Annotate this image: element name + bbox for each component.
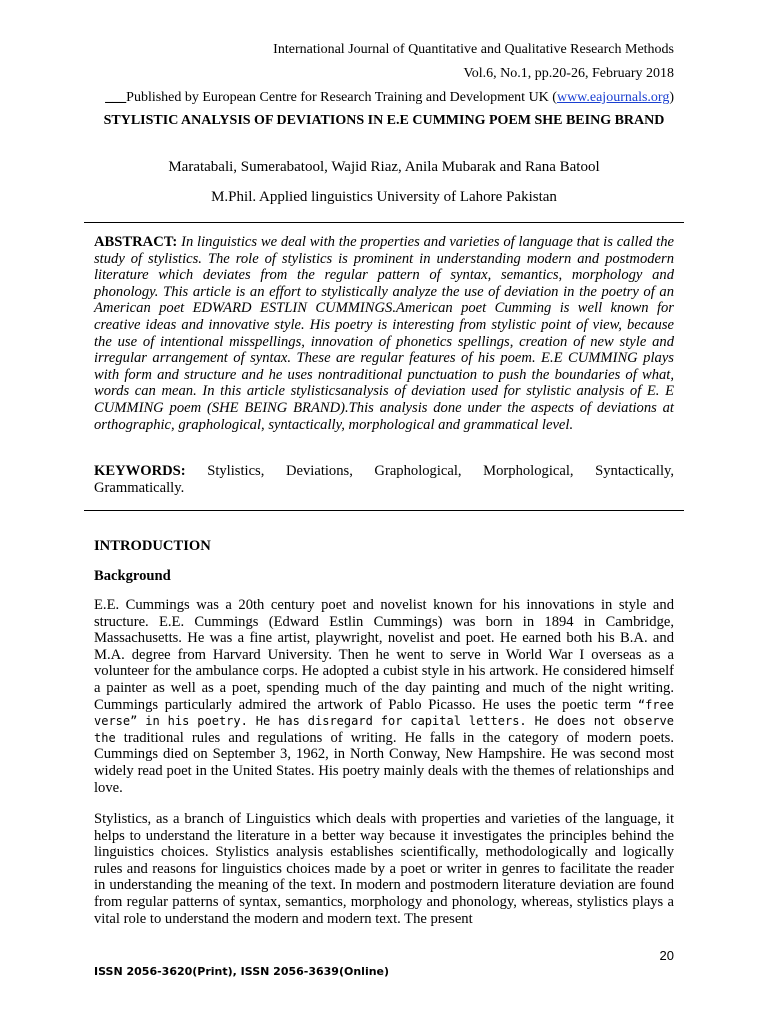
publisher-line xyxy=(105,89,674,107)
keywords-text: Stylistics, Deviations, Graphological, Morphological, Syntactically, Grammatically. xyxy=(94,463,674,496)
journal-name: International Journal of Quantitative and Qualitative Research Methods xyxy=(273,42,674,57)
paragraph-1-monospace-line: “free verse” in his poetry. He has disregard for capital letters. He does not observe the xyxy=(94,697,674,745)
body-paragraph-1 xyxy=(94,597,674,796)
article-authors: Maratabali, Sumerabatool, Wajid Riaz, Anila Mubarak and Rana Batool xyxy=(168,159,600,175)
keywords xyxy=(94,463,674,496)
issn-footer: ISSN 2056-3620(Print), ISSN 2056-3639(Online) xyxy=(94,965,390,978)
body-paragraph-2: Stylistics, as a branch of Linguistics which deals with properties and varieties of the language, it helps to understand the literature in a better way because it investigates the principles behind the linguistics choices. Stylistics analysis establishes scientifically, methodologically and logically rules and reasons for linguistics choices made by a poet or writer in genres to facilitate the reader in understanding the meaning of the text. In modern and postmodern literature deviation are found from regular patterns of syntax, semantics, morphology and phonology, whereas, stylistics plays a vital role to understand the modern and modern text. The present xyxy=(94,811,674,927)
publisher-link[interactable]: www.eajournals.org xyxy=(556,90,670,105)
section-heading-introduction: INTRODUCTION xyxy=(94,538,211,554)
paragraph-1-part-b: traditional rules and regulations of writing. He falls in the category of modern poets. Cummings died on September 3, 1962, in North Conway, New Hampshire. He was second most widely read poet in the United States. His poetry mainly deals with the themes of relationships and love. xyxy=(94,729,675,796)
subsection-heading-background: Background xyxy=(94,568,171,584)
abstract-text: In linguistics we deal with the properties and varieties of language that is called the study of stylistics. The role of stylistics is prominent in understanding modern and postmodern literature which deviates from the regular pattern of syntax, semantics, morphology and phonology. This article is an effort to stylistically analyze the use of deviation in the poetry of an American poet EDWARD ESTLIN CUMMINGS.American poet Cumming is well known for creative ideas and innovative style. His poetry is interesting from stylistic point of view, because the use of intentional misspellings, innovation of phonetics spellings, creation of new style and irregular arrangement of syntax. These are regular features of his poem. E.E CUMMING plays with form and structure and he uses nontraditional punctuation to push the boundaries of what, words can mean. In this article stylisticsanalysis of deviation used for stylistic analysis of E. E CUMMING poem (SHE BEING BRAND).This analysis done under the aspects of deviations at orthographic, graphological, syntactically, morphological and grammatical level. xyxy=(94,234,674,433)
volume-info: Vol.6, No.1, pp.20-26, February 2018 xyxy=(463,66,674,81)
article-affiliation: M.Phil. Applied linguistics University of Lahore Pakistan xyxy=(211,189,557,205)
keywords-label: KEYWORDS: xyxy=(94,463,186,479)
publisher-suffix: ) xyxy=(669,90,674,105)
abstract xyxy=(94,234,674,433)
page-number: 20 xyxy=(659,948,674,963)
abstract-top-divider xyxy=(84,222,684,223)
abstract-bottom-divider xyxy=(84,510,684,511)
article-title: STYLISTIC ANALYSIS OF DEVIATIONS IN E.E CUMMING POEM SHE BEING BRAND xyxy=(103,113,665,128)
abstract-label: ABSTRACT: xyxy=(94,234,178,250)
publisher-text: Published by European Centre for Research Training and Development UK ( xyxy=(126,90,557,105)
publisher-underline: ___ xyxy=(105,90,127,105)
paragraph-1-part-a: E.E. Cummings was a 20th century poet and novelist known for his innovations in style and structure. E.E. Cummings (Edward Estlin Cummings) was born in 1894 in Cambridge, Massachusetts. He was a fine artist, playwright, novelist and poet. He earned both his B.A. and M.A. degree from Harvard University. Then he went to serve in World War I overseas as a volunteer for the ambulance corps. He adopted a cubist style in his artwork. He considered himself a painter as well as a poet, spending much of the day painting and much of the night writing. Cummings particularly admired the artwork of Pablo Picasso. He uses the poetic term xyxy=(94,597,674,713)
